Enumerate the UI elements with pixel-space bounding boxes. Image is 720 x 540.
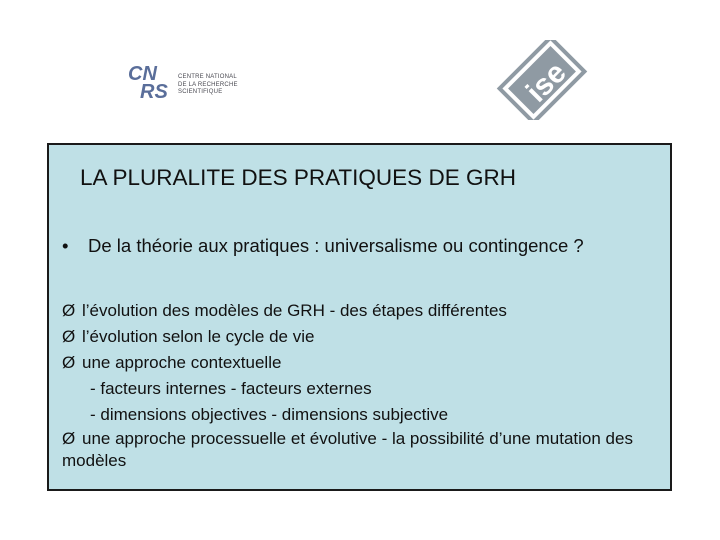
svg-text:RS: RS xyxy=(140,81,168,102)
main-bullet-text: De la théorie aux pratiques : universalisme ou contingence ? xyxy=(88,235,584,256)
svg-text:CN: CN xyxy=(128,63,157,85)
cnrs-name xyxy=(178,74,238,97)
list-item-text: une approche processuelle et évolutive - la possibilité d’une mutation des modèles xyxy=(62,429,633,470)
bullet-dot: • xyxy=(62,235,69,256)
sub-item: - facteurs internes - facteurs externes xyxy=(90,379,372,398)
list-item xyxy=(62,324,652,350)
list-item-text: une approche contextuelle xyxy=(82,353,282,372)
cnrs-line-1: CENTRE NATIONAL xyxy=(178,74,237,80)
arrow-icon: Ø xyxy=(62,353,76,372)
list-item-text: l’évolution selon le cycle de vie xyxy=(82,327,315,346)
sub-item: - dimensions objectives - dimensions subjective xyxy=(90,405,449,424)
arrow-icon: Ø xyxy=(62,301,76,320)
svg-text:ise: ise xyxy=(519,55,573,109)
slide-title: LA PLURALITE DES PRATIQUES DE GRH xyxy=(80,165,516,190)
cnrs-line-2: DE LA RECHERCHE xyxy=(178,81,238,88)
list-item xyxy=(62,298,652,324)
list-item xyxy=(62,428,652,472)
cnrs-mark-icon xyxy=(126,58,174,102)
cnrs-line-3: SCIENTIFIQUE xyxy=(178,89,223,95)
sub-list xyxy=(62,298,652,472)
ise-logo-icon xyxy=(496,40,590,120)
list-item-text: l’évolution des modèles de GRH - des étapes différentes xyxy=(82,301,507,320)
list-item xyxy=(62,350,652,376)
main-bullet xyxy=(62,232,642,259)
arrow-icon: Ø xyxy=(62,429,76,448)
arrow-icon: Ø xyxy=(62,327,76,346)
cnrs-logo xyxy=(126,58,256,108)
